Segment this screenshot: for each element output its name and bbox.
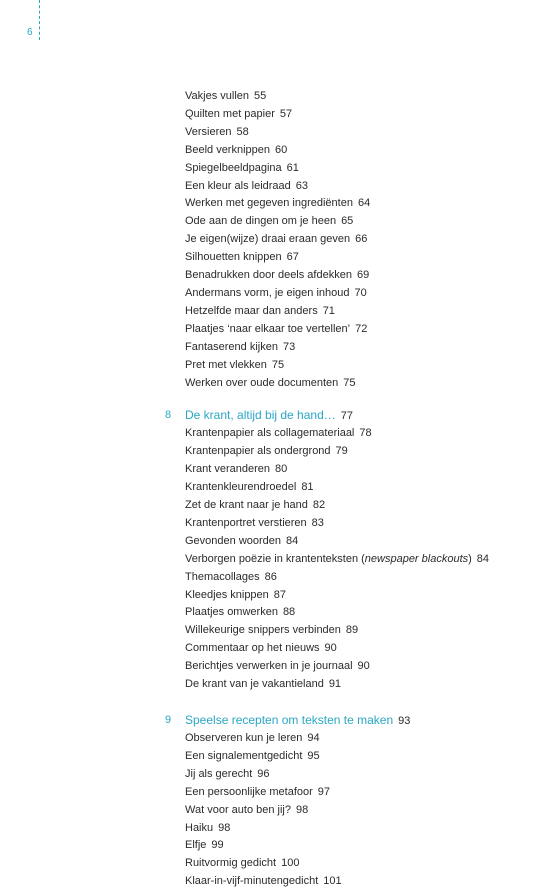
toc-entry-page: 81 xyxy=(301,481,314,494)
toc-entry-page: 61 xyxy=(286,161,299,174)
toc-entry[interactable] xyxy=(165,160,535,178)
toc-entry-title: Benadrukken door deels afdekken xyxy=(185,269,352,282)
toc-entry-title: Wat voor auto ben jij? xyxy=(185,803,291,816)
toc-entry[interactable] xyxy=(165,784,535,802)
toc-entry[interactable] xyxy=(165,88,535,106)
toc-entry-page: 75 xyxy=(343,376,356,389)
chapter-gap xyxy=(165,392,535,406)
toc-entry-page: 63 xyxy=(295,179,309,192)
toc-entry-page: 84 xyxy=(476,552,490,565)
toc-entry-title: Berichtjes verwerken in je journaal xyxy=(185,660,353,673)
toc-entry-title: Ode aan de dingen om je heen xyxy=(185,215,337,228)
toc-entry-title: Themacollages xyxy=(185,570,260,583)
toc-entry-title: Elfje xyxy=(185,839,207,852)
toc-entry-title: Krant veranderen xyxy=(185,463,270,476)
toc-entry-page: 98 xyxy=(295,803,309,816)
toc-entry-page: 65 xyxy=(341,215,354,228)
toc-entry[interactable] xyxy=(165,551,535,569)
toc-entry-page: 79 xyxy=(335,445,348,458)
toc-entry-title: Pret met vlekken xyxy=(185,358,267,371)
toc-entry[interactable] xyxy=(165,676,535,694)
toc-entry[interactable] xyxy=(165,178,535,196)
toc-entry[interactable] xyxy=(165,622,535,640)
toc-entry[interactable] xyxy=(165,766,535,784)
toc-entry[interactable] xyxy=(165,640,535,658)
toc-group-continued xyxy=(165,88,535,392)
header-dashed-line xyxy=(39,0,40,40)
toc-entry[interactable] xyxy=(165,479,535,497)
toc-entry[interactable] xyxy=(165,873,535,891)
toc-entry-page: 89 xyxy=(345,624,359,637)
toc-entry[interactable] xyxy=(165,461,535,479)
toc-entry[interactable] xyxy=(165,124,535,142)
page-number: 6 xyxy=(27,27,33,38)
toc-entry-title: Silhouetten knippen xyxy=(185,251,282,264)
chapter-title: Speelse recepten om teksten te maken xyxy=(185,713,394,727)
toc-entry-page: 69 xyxy=(356,269,370,282)
toc-entry[interactable] xyxy=(165,285,535,303)
toc-entry[interactable] xyxy=(165,339,535,357)
toc-entry-italic: newspaper blackouts xyxy=(364,552,469,565)
chapter-9-items xyxy=(165,730,535,891)
toc-entry-title: Werken met gegeven ingrediënten xyxy=(185,197,353,210)
toc-entry-title: Klaar-in-vijf-minutengedicht xyxy=(185,875,319,888)
toc-entry[interactable] xyxy=(165,231,535,249)
toc-entry[interactable] xyxy=(165,820,535,838)
toc-entry-title: Je eigen(wijze) draai eraan geven xyxy=(185,233,351,246)
toc-entry-page: 70 xyxy=(354,286,367,299)
toc-entry[interactable] xyxy=(165,837,535,855)
toc-entry[interactable] xyxy=(165,303,535,321)
toc-entry-page: 87 xyxy=(273,588,287,601)
toc-entry-title: Vakjes vullen xyxy=(185,90,249,102)
toc-entry[interactable] xyxy=(165,855,535,873)
toc-entry-page: 73 xyxy=(282,340,296,353)
toc-entry-title: Versieren xyxy=(185,125,232,138)
toc-entry-page: 90 xyxy=(357,660,370,673)
toc-entry-title: Willekeurige snippers verbinden xyxy=(185,624,341,637)
toc-entry-page: 78 xyxy=(359,427,372,440)
toc-entry[interactable] xyxy=(165,106,535,124)
toc-entry-page: 91 xyxy=(328,678,342,691)
toc-entry-title: Krantenpapier als collagemateriaal xyxy=(185,427,355,440)
chapter-page: 77 xyxy=(340,410,353,423)
toc-entry-page: 95 xyxy=(307,749,320,762)
chapter-8-items xyxy=(165,425,535,694)
toc-entry-title: Fantaserend kijken xyxy=(185,340,278,353)
chapter-page: 93 xyxy=(398,715,411,727)
toc-entry[interactable] xyxy=(165,267,535,285)
toc-entry-title: Quilten met papier xyxy=(185,107,275,120)
toc-entry-title: Jij als gerecht xyxy=(185,767,253,780)
toc-entry[interactable] xyxy=(165,357,535,375)
toc-entry[interactable] xyxy=(165,195,535,213)
toc-entry[interactable] xyxy=(165,142,535,160)
toc-entry-page: 58 xyxy=(236,125,249,138)
toc-entry-page: 66 xyxy=(355,233,368,246)
toc-entry-title: Een kleur als leidraad xyxy=(185,179,291,192)
toc-entry[interactable] xyxy=(165,249,535,267)
toc-entry-page: 84 xyxy=(286,534,299,547)
toc-entry[interactable] xyxy=(165,213,535,231)
toc-entry-title: Werken over oude documenten xyxy=(185,376,339,389)
toc-entry-page: 83 xyxy=(311,516,324,529)
toc-entry-page: 86 xyxy=(264,570,277,583)
toc-entry-title: Observeren kun je leren xyxy=(185,732,303,744)
toc-entry[interactable] xyxy=(165,425,535,443)
chapter-number: 9 xyxy=(165,714,172,726)
toc-entry-title: Beeld verknippen xyxy=(185,143,271,156)
toc-entry-title: Haiku xyxy=(185,821,214,834)
toc-entry[interactable] xyxy=(165,604,535,622)
toc-entry-title: Krantenpapier als ondergrond xyxy=(185,445,331,458)
toc-entry-page: 60 xyxy=(275,143,288,156)
toc-entry[interactable] xyxy=(165,515,535,533)
toc-entry-page: 101 xyxy=(323,875,342,888)
toc-entry-page: 96 xyxy=(257,767,270,780)
toc-entry-title: Plaatjes omwerken xyxy=(185,606,278,619)
chapter-heading-9[interactable] xyxy=(165,711,535,730)
toc-entry-page: 94 xyxy=(307,732,320,744)
toc-entry-title: Commentaar op het nieuws xyxy=(185,642,320,655)
toc-entry-title: Gevonden woorden xyxy=(185,534,282,547)
toc-entry-page: 75 xyxy=(271,358,285,371)
toc-entry-page: 99 xyxy=(211,839,224,852)
toc-entry-after: ) xyxy=(468,552,472,565)
chapter-heading-8[interactable] xyxy=(165,406,535,425)
toc-entry-title: De krant van je vakantieland xyxy=(185,678,324,691)
toc-entry-title: Verborgen poëzie in krantenteksten ( xyxy=(185,552,365,565)
toc-entry[interactable] xyxy=(165,443,535,461)
chapter-number: 8 xyxy=(165,409,172,422)
toc-entry-page: 82 xyxy=(312,499,326,512)
toc-entry[interactable] xyxy=(165,730,535,748)
toc-entry[interactable] xyxy=(165,569,535,587)
toc-entry-title: Hetzelfde maar dan anders xyxy=(185,304,318,317)
toc-entry-title: Andermans vorm, je eigen inhoud xyxy=(185,286,350,299)
toc-entry[interactable] xyxy=(165,533,535,551)
toc-entry-title: Plaatjes ‘naar elkaar toe vertellen’ xyxy=(185,322,351,335)
toc-entry-title: Een persoonlijke metafoor xyxy=(185,785,313,798)
toc-entry-title: Zet de krant naar je hand xyxy=(185,499,308,512)
toc-entry-page: 55 xyxy=(254,90,267,102)
toc-entry-title: Een signalementgedicht xyxy=(185,749,303,762)
chapter-gap xyxy=(165,694,535,711)
toc-entry-page: 97 xyxy=(317,785,331,798)
toc-entry[interactable] xyxy=(165,497,535,515)
toc-entry-title: Kleedjes knippen xyxy=(185,588,269,601)
toc-entry-page: 80 xyxy=(275,463,288,476)
toc-entry-title: Krantenkleurendroedel xyxy=(185,481,297,494)
toc-entry-title: Ruitvormig gedicht xyxy=(185,857,277,870)
toc-entry-page: 64 xyxy=(357,197,371,210)
toc-entry[interactable] xyxy=(165,802,535,820)
toc-entry-page: 67 xyxy=(286,251,299,264)
toc-entry-page: 90 xyxy=(324,642,337,655)
toc-entry-title: Krantenportret verstieren xyxy=(185,516,307,529)
toc-entry[interactable] xyxy=(165,321,535,339)
toc-entry-page: 72 xyxy=(355,322,368,335)
toc-entry[interactable] xyxy=(165,658,535,676)
chapter-title: De krant, altijd bij de hand… xyxy=(185,408,336,423)
toc-entry-page: 98 xyxy=(218,821,231,834)
toc-entry-page: 71 xyxy=(322,304,335,317)
toc-entry-page: 100 xyxy=(281,857,300,870)
table-of-contents xyxy=(165,88,535,891)
toc-entry[interactable] xyxy=(165,587,535,605)
toc-entry-title: Spiegelbeeldpagina xyxy=(185,161,282,174)
toc-entry-page: 88 xyxy=(282,606,296,619)
toc-entry-page: 57 xyxy=(279,107,293,120)
toc-entry[interactable] xyxy=(165,748,535,766)
toc-entry[interactable] xyxy=(165,375,535,393)
